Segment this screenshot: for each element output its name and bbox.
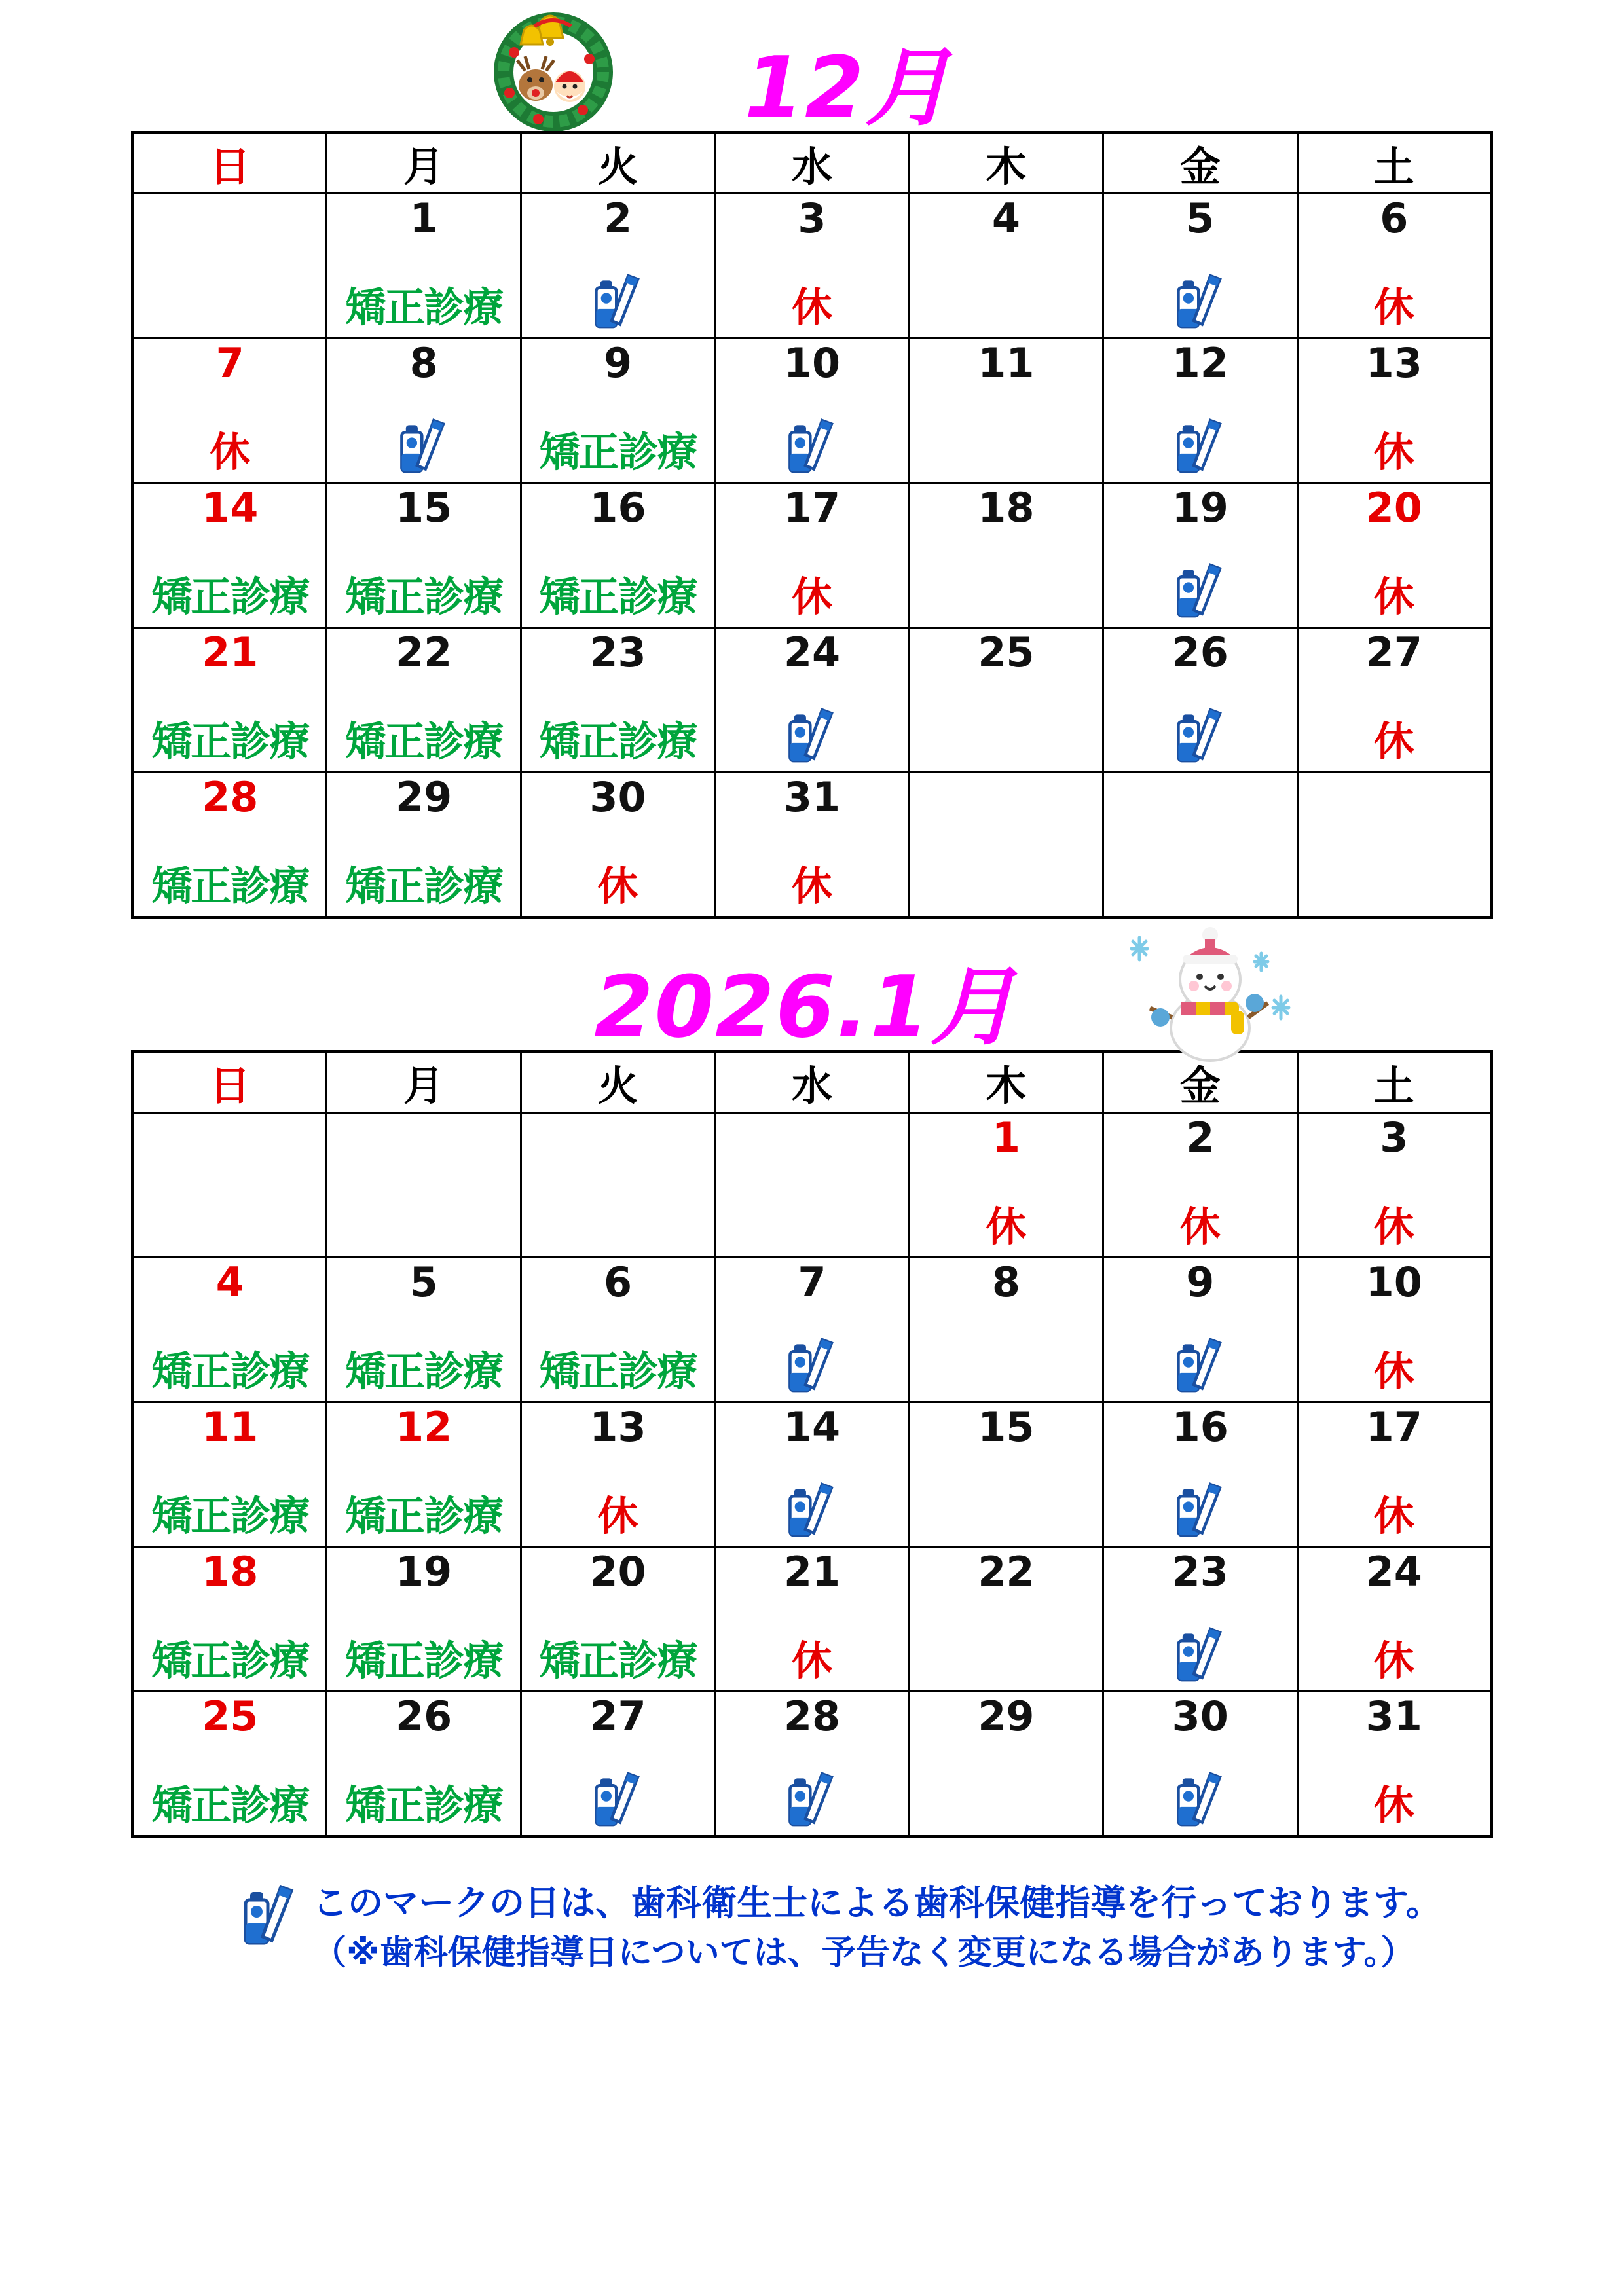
calendar-day-jan-11[interactable] (133, 1402, 327, 1547)
day-number: 13 (589, 1403, 646, 1451)
calendar-day-jan-25[interactable] (133, 1692, 327, 1837)
calendar-day-jan-17[interactable] (1297, 1402, 1491, 1547)
closed-label: 休 (1373, 428, 1414, 476)
day-number: 18 (978, 484, 1035, 532)
day-number: 18 (202, 1548, 259, 1595)
calendar-day-jan-18[interactable] (133, 1547, 327, 1692)
hygiene-guidance-marker (1104, 1770, 1296, 1830)
ortho-label: 矯正診療 (151, 862, 309, 910)
calendar-day-jan-31[interactable] (1297, 1692, 1491, 1837)
calendar-day-dec-4[interactable] (909, 194, 1103, 338)
day-number: 17 (783, 484, 841, 532)
calendar-day-empty (133, 1113, 327, 1258)
calendar-day-jan-23[interactable] (1103, 1547, 1297, 1692)
hygiene-guidance-marker (716, 1480, 908, 1540)
calendar-day-dec-17[interactable] (715, 483, 909, 628)
calendar-day-dec-6[interactable] (1297, 194, 1491, 338)
ortho-label: 矯正診療 (345, 718, 503, 765)
toothbrush-icon (398, 416, 449, 477)
calendar-week-row (133, 628, 1492, 773)
calendar-day-jan-13[interactable] (521, 1402, 714, 1547)
calendar-day-dec-30[interactable] (521, 773, 714, 918)
ortho-label: 矯正診療 (345, 1637, 503, 1685)
weekday-mon: 月 (327, 1052, 521, 1113)
hygiene-guidance-marker (716, 706, 908, 766)
day-number: 22 (978, 1548, 1035, 1595)
closed-label: 休 (1373, 573, 1414, 621)
calendar-day-jan-28[interactable] (715, 1692, 909, 1837)
toothbrush-icon (1175, 1625, 1226, 1685)
day-number: 2 (1186, 1114, 1215, 1161)
calendar-day-dec-25[interactable] (909, 628, 1103, 773)
day-number: 25 (978, 629, 1035, 676)
day-number: 27 (589, 1692, 646, 1740)
day-number: 31 (783, 773, 841, 821)
calendar-day-dec-24[interactable] (715, 628, 909, 773)
calendar-day-jan-29[interactable] (909, 1692, 1103, 1837)
month-title-january: 2026.1月 (594, 957, 1017, 1057)
december-header (131, 0, 1493, 137)
day-number: 7 (215, 339, 244, 387)
calendar-day-jan-30[interactable] (1103, 1692, 1297, 1837)
day-number: 30 (1172, 1692, 1228, 1740)
ortho-label: 矯正診療 (151, 1781, 309, 1829)
calendar-day-jan-12[interactable] (327, 1402, 521, 1547)
calendar-january (131, 1050, 1493, 1838)
day-number: 14 (783, 1403, 841, 1451)
calendar-day-dec-29[interactable] (327, 773, 521, 918)
calendar-day-dec-20[interactable] (1297, 483, 1491, 628)
calendar-day-jan-22[interactable] (909, 1547, 1103, 1692)
closed-label: 休 (986, 1203, 1027, 1250)
day-number: 1 (991, 1114, 1020, 1161)
closed-label: 休 (791, 283, 832, 331)
calendar-week-row (133, 194, 1492, 338)
toothbrush-icon (593, 272, 644, 332)
toothbrush-icon (1175, 561, 1226, 621)
calendar-day-dec-8[interactable] (327, 338, 521, 483)
weekday-wed: 水 (715, 133, 909, 194)
day-number: 12 (1172, 339, 1228, 387)
day-number: 26 (1172, 629, 1228, 676)
closed-label: 休 (1373, 283, 1414, 331)
ortho-label: 矯正診療 (539, 1637, 697, 1685)
closed-label: 休 (791, 862, 832, 910)
day-number: 24 (1365, 1548, 1422, 1595)
day-number: 3 (1380, 1114, 1409, 1161)
ortho-label: 矯正診療 (345, 1347, 503, 1395)
ortho-label: 矯正診療 (539, 718, 697, 765)
calendar-day-jan-5[interactable] (327, 1258, 521, 1402)
day-number: 10 (783, 339, 841, 387)
january-header (131, 919, 1493, 1057)
closed-label: 休 (1373, 1203, 1414, 1250)
calendar-day-jan-21[interactable] (715, 1547, 909, 1692)
calendar-day-dec-23[interactable] (521, 628, 714, 773)
day-number: 8 (409, 339, 438, 387)
day-number: 3 (798, 194, 826, 242)
toothbrush-icon (1175, 1336, 1226, 1396)
day-number: 12 (395, 1403, 452, 1451)
day-number: 20 (589, 1548, 646, 1595)
day-number: 6 (603, 1258, 633, 1306)
calendar-day-jan-16[interactable] (1103, 1402, 1297, 1547)
day-number: 28 (202, 773, 259, 821)
calendar-week-row (133, 1402, 1492, 1547)
closed-label: 休 (1373, 1492, 1414, 1540)
day-number: 21 (783, 1548, 841, 1595)
calendar-december (131, 131, 1493, 919)
calendar-body-december (133, 194, 1492, 918)
day-number: 31 (1365, 1692, 1422, 1740)
ortho-label: 矯正診療 (345, 1492, 503, 1540)
hygiene-guidance-marker (1104, 416, 1296, 477)
toothbrush-icon (786, 1770, 838, 1830)
closed-label: 休 (1373, 1637, 1414, 1685)
calendar-day-dec-27[interactable] (1297, 628, 1491, 773)
weekday-fri: 金 (1103, 1052, 1297, 1113)
closed-label: 休 (597, 1492, 638, 1540)
day-number: 10 (1365, 1258, 1422, 1306)
calendar-day-jan-8[interactable] (909, 1258, 1103, 1402)
calendar-week-row (133, 338, 1492, 483)
toothbrush-icon (1175, 272, 1226, 332)
calendar-day-jan-24[interactable] (1297, 1547, 1491, 1692)
closed-label: 休 (210, 428, 251, 476)
calendar-day-dec-22[interactable] (327, 628, 521, 773)
calendar-day-empty (327, 1113, 521, 1258)
weekday-sun: 日 (133, 1052, 327, 1113)
day-number: 16 (1172, 1403, 1228, 1451)
weekday-sun: 日 (133, 133, 327, 194)
calendar-day-jan-6[interactable] (521, 1258, 714, 1402)
calendar-day-dec-28[interactable] (133, 773, 327, 918)
ortho-label: 矯正診療 (345, 862, 503, 910)
day-number: 24 (783, 629, 841, 676)
calendar-week-row (133, 1692, 1492, 1837)
day-number: 20 (1365, 484, 1422, 532)
hygiene-guidance-marker (716, 416, 908, 477)
calendar-body-january (133, 1113, 1492, 1837)
hygiene-guidance-marker (522, 1770, 714, 1830)
snowman-icon (1126, 919, 1297, 1063)
toothbrush-icon (242, 1883, 298, 1952)
day-number: 21 (202, 629, 259, 676)
day-number: 23 (1172, 1548, 1228, 1595)
hygiene-guidance-marker (327, 416, 519, 477)
calendar-day-jan-10[interactable] (1297, 1258, 1491, 1402)
closed-label: 休 (1373, 1781, 1414, 1829)
ortho-label: 矯正診療 (151, 1347, 309, 1395)
closed-label: 休 (791, 1637, 832, 1685)
ortho-label: 矯正診療 (539, 573, 697, 621)
closed-label: 休 (1179, 1203, 1221, 1250)
weekday-thu: 木 (909, 133, 1103, 194)
day-number: 4 (215, 1258, 244, 1306)
calendar-day-dec-12[interactable] (1103, 338, 1297, 483)
christmas-wreath-icon (478, 7, 629, 131)
weekday-fri: 金 (1103, 133, 1297, 194)
day-number: 1 (409, 194, 438, 242)
calendar-day-empty (715, 1113, 909, 1258)
calendar-day-dec-1[interactable] (327, 194, 521, 338)
hygiene-guidance-marker (1104, 272, 1296, 332)
day-number: 8 (991, 1258, 1020, 1306)
day-number: 25 (202, 1692, 259, 1740)
calendar-day-dec-26[interactable] (1103, 628, 1297, 773)
calendar-week-row (133, 1113, 1492, 1258)
ortho-label: 矯正診療 (345, 1781, 503, 1829)
ortho-label: 矯正診療 (345, 573, 503, 621)
toothbrush-icon (1175, 416, 1226, 477)
calendar-day-jan-7[interactable] (715, 1258, 909, 1402)
calendar-day-jan-9[interactable] (1103, 1258, 1297, 1402)
calendar-day-dec-2[interactable] (521, 194, 714, 338)
hygiene-guidance-marker (1104, 1336, 1296, 1396)
day-number: 14 (202, 484, 259, 532)
weekday-mon: 月 (327, 133, 521, 194)
calendar-day-dec-5[interactable] (1103, 194, 1297, 338)
day-number: 29 (395, 773, 452, 821)
calendar-day-jan-19[interactable] (327, 1547, 521, 1692)
calendar-day-dec-7[interactable] (133, 338, 327, 483)
weekday-tue: 火 (521, 1052, 714, 1113)
ortho-label: 矯正診療 (151, 573, 309, 621)
day-number: 22 (395, 629, 452, 676)
legend (131, 1878, 1493, 1978)
day-number: 19 (1172, 484, 1228, 532)
toothbrush-icon (786, 1336, 838, 1396)
closed-label: 休 (791, 573, 832, 621)
calendar-day-empty (133, 194, 327, 338)
weekday-tue: 火 (521, 133, 714, 194)
day-number: 15 (978, 1403, 1035, 1451)
day-number: 30 (589, 773, 646, 821)
toothbrush-icon (593, 1770, 644, 1830)
calendar-week-row (133, 773, 1492, 918)
day-number: 5 (1186, 194, 1215, 242)
calendar-day-dec-13[interactable] (1297, 338, 1491, 483)
day-number: 11 (202, 1403, 259, 1451)
hygiene-guidance-marker (1104, 706, 1296, 766)
calendar-day-dec-3[interactable] (715, 194, 909, 338)
calendar-day-jan-27[interactable] (521, 1692, 714, 1837)
ortho-label: 矯正診療 (151, 1637, 309, 1685)
ortho-label: 矯正診療 (539, 428, 697, 476)
weekday-sat: 土 (1297, 1052, 1491, 1113)
day-number: 16 (589, 484, 646, 532)
calendar-day-jan-2[interactable] (1103, 1113, 1297, 1258)
day-number: 9 (603, 339, 633, 387)
calendar-day-jan-15[interactable] (909, 1402, 1103, 1547)
hygiene-guidance-marker (716, 1770, 908, 1830)
calendar-day-jan-3[interactable] (1297, 1113, 1491, 1258)
day-number: 9 (1186, 1258, 1215, 1306)
calendar-day-empty (521, 1113, 714, 1258)
day-number: 19 (395, 1548, 452, 1595)
calendar-day-dec-9[interactable] (521, 338, 714, 483)
day-number: 2 (603, 194, 633, 242)
toothbrush-icon (786, 416, 838, 477)
legend-text (312, 1878, 1441, 1978)
calendar-day-dec-31[interactable] (715, 773, 909, 918)
calendar-week-row (133, 1547, 1492, 1692)
day-number: 28 (783, 1692, 841, 1740)
calendar-day-jan-26[interactable] (327, 1692, 521, 1837)
hygiene-guidance-marker (716, 1336, 908, 1396)
weekday-wed: 水 (715, 1052, 909, 1113)
month-title-december: 12月 (744, 38, 952, 137)
ortho-label: 矯正診療 (151, 718, 309, 765)
calendar-day-dec-19[interactable] (1103, 483, 1297, 628)
closed-label: 休 (1373, 718, 1414, 765)
calendar-day-empty (909, 773, 1103, 918)
day-number: 27 (1365, 629, 1422, 676)
day-number: 6 (1380, 194, 1409, 242)
day-number: 23 (589, 629, 646, 676)
legend-line-1: このマークの日は、歯科衛生士による歯科保健指導を行っております。 (312, 1882, 1441, 1923)
hygiene-guidance-marker (1104, 561, 1296, 621)
day-number: 17 (1365, 1403, 1422, 1451)
calendar-day-dec-14[interactable] (133, 483, 327, 628)
hygiene-guidance-marker (1104, 1480, 1296, 1540)
day-number: 26 (395, 1692, 452, 1740)
day-number: 11 (978, 339, 1035, 387)
day-number: 13 (1365, 339, 1422, 387)
hygiene-guidance-marker (522, 272, 714, 332)
calendar-day-dec-21[interactable] (133, 628, 327, 773)
calendar-day-jan-14[interactable] (715, 1402, 909, 1547)
ortho-label: 矯正診療 (539, 1347, 697, 1395)
calendar-week-row (133, 483, 1492, 628)
toothbrush-icon (1175, 1770, 1226, 1830)
calendar-week-row (133, 1258, 1492, 1402)
calendar-day-empty (1297, 773, 1491, 918)
legend-line-2: （※歯科保健指導日については、予告なく変更になる場合があります。） (312, 1933, 1415, 1973)
calendar-day-dec-10[interactable] (715, 338, 909, 483)
toothbrush-icon (786, 1480, 838, 1540)
calendar-day-dec-18[interactable] (909, 483, 1103, 628)
closed-label: 休 (597, 862, 638, 910)
toothbrush-icon (1175, 1480, 1226, 1540)
calendar-day-jan-4[interactable] (133, 1258, 327, 1402)
day-number: 4 (991, 194, 1020, 242)
ortho-label: 矯正診療 (151, 1492, 309, 1540)
day-number: 15 (395, 484, 452, 532)
calendar-day-empty (1103, 773, 1297, 918)
calendar-day-dec-16[interactable] (521, 483, 714, 628)
day-number: 29 (978, 1692, 1035, 1740)
calendar-day-dec-11[interactable] (909, 338, 1103, 483)
calendar-day-jan-20[interactable] (521, 1547, 714, 1692)
closed-label: 休 (1373, 1347, 1414, 1395)
toothbrush-icon (1175, 706, 1226, 766)
hygiene-guidance-marker (1104, 1625, 1296, 1685)
weekday-thu: 木 (909, 1052, 1103, 1113)
calendar-day-jan-1[interactable] (909, 1113, 1103, 1258)
calendar-day-dec-15[interactable] (327, 483, 521, 628)
weekday-sat: 土 (1297, 133, 1491, 194)
ortho-label: 矯正診療 (345, 283, 503, 331)
day-number: 5 (409, 1258, 438, 1306)
toothbrush-icon (786, 706, 838, 766)
day-number: 7 (798, 1258, 826, 1306)
